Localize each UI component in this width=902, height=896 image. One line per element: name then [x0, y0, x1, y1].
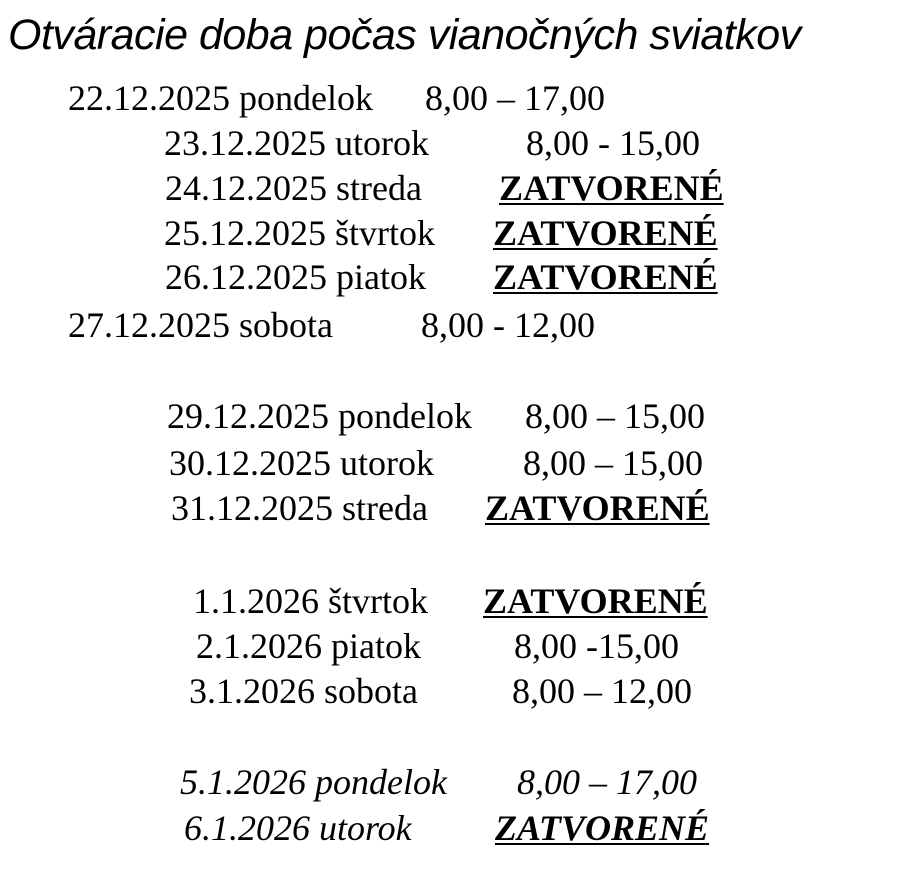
closed-label: ZATVORENÉ	[493, 213, 718, 253]
closed-label: ZATVORENÉ	[493, 257, 718, 297]
closed-label: ZATVORENÉ	[483, 581, 708, 621]
closed-label: ZATVORENÉ	[495, 808, 710, 848]
hours-value: 8,00 – 15,00	[525, 396, 705, 436]
date-label: 1.1.2026 štvrtok	[193, 581, 429, 621]
page-title: Otváracie doba počas vianočných sviatkov	[8, 11, 801, 59]
hours-value: 8,00 – 17,00	[517, 762, 697, 802]
hours-value: 8,00 - 12,00	[421, 305, 595, 345]
date-label: 5.1.2026 pondelok	[180, 762, 447, 802]
date-label: 31.12.2025 streda	[171, 488, 428, 528]
date-label: 25.12.2025 štvrtok	[164, 213, 436, 253]
date-label: 27.12.2025 sobota	[68, 305, 333, 345]
date-label: 6.1.2026 utorok	[184, 808, 412, 848]
date-label: 30.12.2025 utorok	[169, 443, 434, 483]
hours-value: 8,00 -15,00	[514, 626, 679, 666]
date-label: 3.1.2026 sobota	[189, 671, 418, 711]
hours-value: 8,00 – 15,00	[523, 443, 703, 483]
hours-value: 8,00 – 17,00	[425, 78, 605, 118]
date-label: 22.12.2025 pondelok	[68, 78, 373, 118]
hours-value: 8,00 – 12,00	[512, 671, 692, 711]
date-label: 23.12.2025 utorok	[164, 123, 429, 163]
date-label: 26.12.2025 piatok	[165, 257, 426, 297]
closed-label: ZATVORENÉ	[499, 168, 724, 208]
closed-label: ZATVORENÉ	[485, 488, 710, 528]
hours-value: 8,00 - 15,00	[526, 123, 700, 163]
date-label: 29.12.2025 pondelok	[167, 396, 472, 436]
date-label: 2.1.2026 piatok	[196, 626, 421, 666]
date-label: 24.12.2025 streda	[165, 168, 422, 208]
